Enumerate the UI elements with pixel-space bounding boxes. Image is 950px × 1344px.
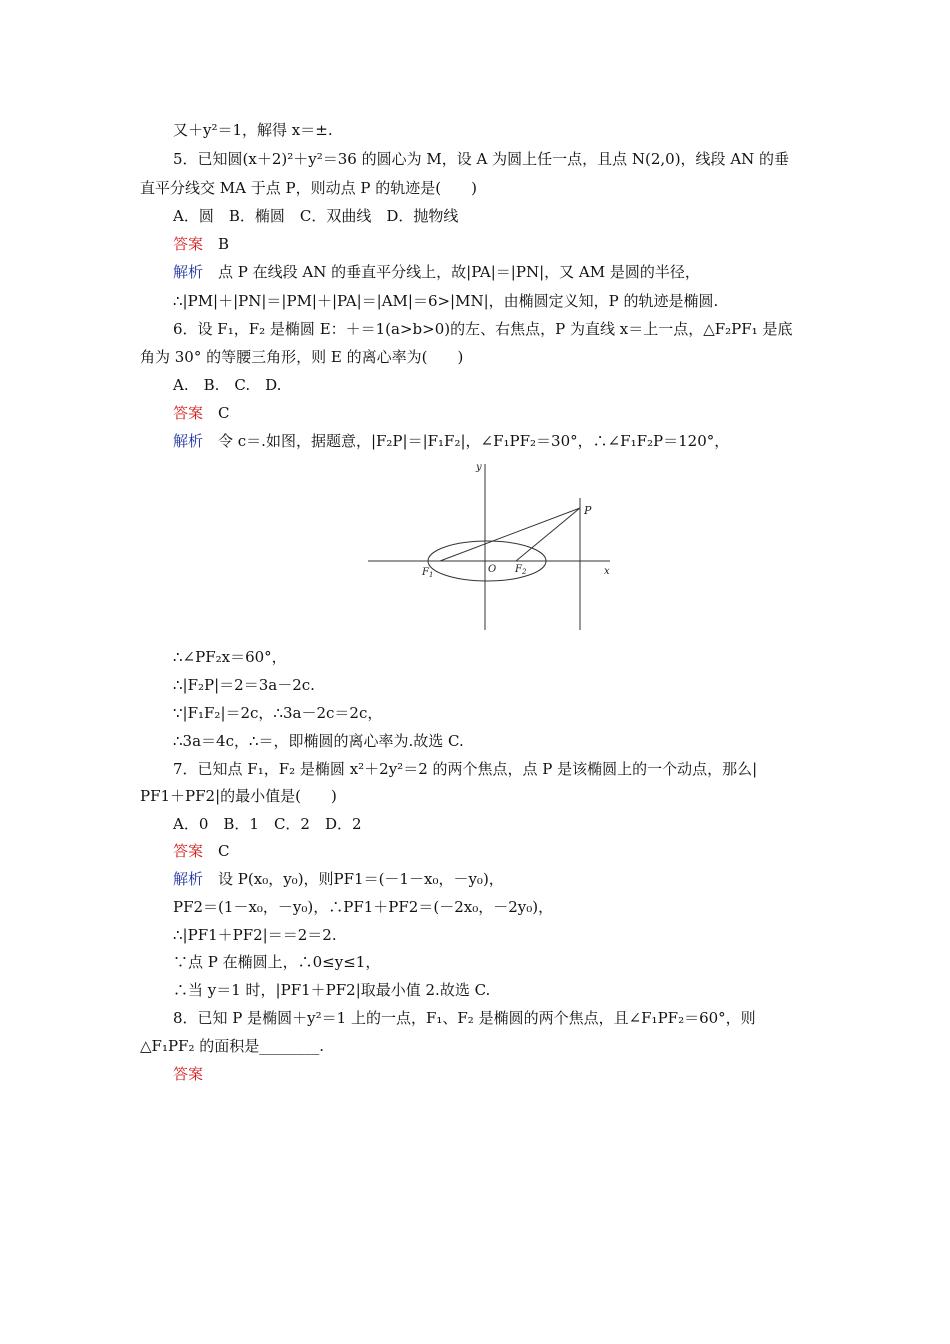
label-f1-sub: 1 <box>429 571 434 579</box>
answer-line: 答案 B <box>173 235 230 253</box>
label-f1: F <box>422 567 429 578</box>
answer-line <box>173 1064 203 1084</box>
text-line: 直平分线交 MA 于点 P，则动点 P 的轨迹是( ) <box>140 179 477 197</box>
label-f2-sub: 2 <box>522 568 527 576</box>
label-f2: F <box>515 564 522 575</box>
text-line: 角为 30° 的等腰三角形，则 E 的离心率为( ) <box>140 348 464 366</box>
text-line: ∵点 P 在椭圆上，∴0≤y≤1， <box>173 953 381 971</box>
text-line: PF1＋PF2|的最小值是( ) <box>140 787 337 805</box>
question-5: 5．已知圆(x＋2)²＋y²＝36 的圆心为 M，设 A 为圆上任一点，且点 N(2,0)，线段 AN 的垂 <box>173 150 790 168</box>
text-line: PF2＝(1－x₀，－y₀)，∴PF1＋PF2＝(－2x₀，－2y₀)， <box>173 898 554 916</box>
label-p: P <box>584 504 592 517</box>
question-6: 6．设 F₁，F₂ 是椭圆 E：＋＝1(a>b>0)的左、右焦点，P 为直线 x＝上一点，△F₂PF₁ 是底 <box>173 320 793 338</box>
text-line: 又＋y²＝1，解得 x＝±. <box>173 121 333 139</box>
options-line: A. B. C. D. <box>173 376 282 394</box>
label-x: x <box>604 566 610 577</box>
label-y: y <box>476 462 482 473</box>
text-line: ∴|F₂P|＝2＝3a－2c. <box>173 676 315 694</box>
text-line: ∴当 y＝1 时，|PF1＋PF2|取最小值 2.故选 C. <box>173 981 491 999</box>
answer-tag: 答案 <box>173 404 204 422</box>
answer-tag: 答案 <box>173 235 204 253</box>
text-line: ∴|PF1＋PF2|＝＝2＝2. <box>173 926 337 944</box>
options-line: A．圆 B．椭圆 C．双曲线 D．抛物线 <box>173 207 459 225</box>
answer-line: 答案 C <box>173 404 230 422</box>
segment-f2-p <box>516 508 580 561</box>
text-line: △F₁PF₂ 的面积是________. <box>140 1037 325 1055</box>
analysis-tag: 解析 <box>173 432 204 450</box>
label-o: O <box>488 564 497 575</box>
text-line: ∴3a＝4c，∴＝，即椭圆的离心率为.故选 C. <box>173 732 464 750</box>
analysis-tag: 解析 <box>173 263 204 281</box>
question-8: 8．已知 P 是椭圆＋y²＝1 上的一点，F₁、F₂ 是椭圆的两个焦点，且∠F₁PF₂＝60°，则 <box>173 1009 756 1027</box>
answer-tag: 答案 <box>173 842 204 860</box>
answer-line: 答案 C <box>173 842 230 860</box>
text-line: ∴∠PF₂x＝60°， <box>173 648 287 666</box>
analysis-line: 解析 令 c＝.如图，据题意，|F₂P|＝|F₁F₂|，∠F₁PF₂＝30°，∴∠F₁F₂P＝120°， <box>173 432 730 450</box>
options-line: A．0 B．1 C．2 D．2 <box>173 815 362 833</box>
question-7: 7．已知点 F₁，F₂ 是椭圆 x²＋2y²＝2 的两个焦点，点 P 是该椭圆上的一个动点，那么| <box>173 760 758 778</box>
ellipse-figure <box>360 458 622 636</box>
analysis-line: 解析 点 P 在线段 AN 的垂直平分线上，故|PA|＝|PN|，又 AM 是圆的半径， <box>173 263 700 281</box>
analysis-tag: 解析 <box>173 870 204 888</box>
segment-f1-p <box>440 508 580 561</box>
answer-tag: 答案 <box>173 1065 204 1083</box>
analysis-line: 解析 设 P(x₀，y₀)，则PF1＝(－1－x₀，－y₀)， <box>173 870 504 888</box>
text-line: ∴|PM|＋|PN|＝|PM|＋|PA|＝|AM|＝6>|MN|，由椭圆定义知，P 的轨迹是椭圆. <box>173 292 719 310</box>
text-line: ∵|F₁F₂|＝2c，∴3a－2c＝2c， <box>173 704 383 722</box>
